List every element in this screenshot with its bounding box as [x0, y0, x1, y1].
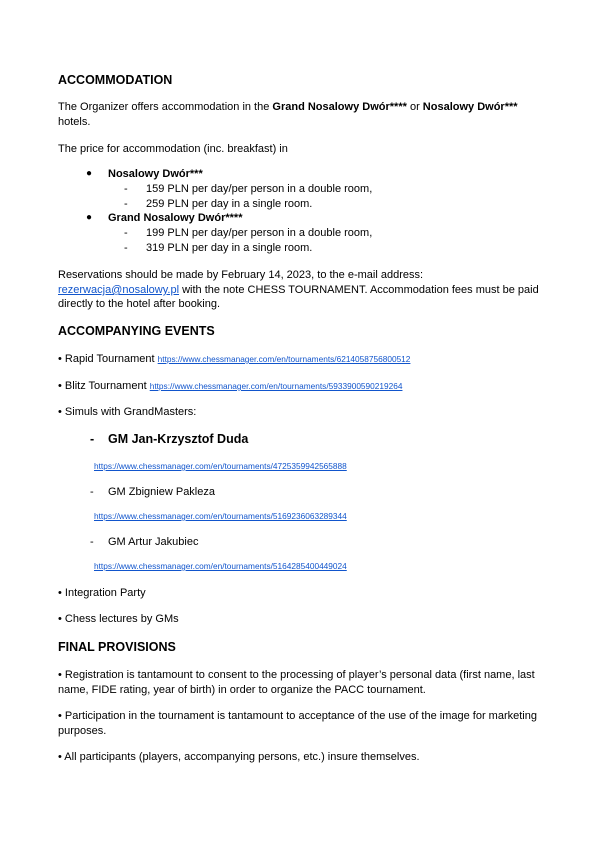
reservation-text-2: rezerwacja@nosalowy.pl with the note CHESS TOURNAMENT. Accommodation fees must be paid: [58, 284, 539, 296]
hotel-name-grand: Grand Nosalowy Dwór****: [272, 101, 407, 113]
section-heading-events: ACCOMPANYING EVENTS: [58, 324, 215, 338]
hotel-bullet-label: Nosalowy Dwór***: [108, 168, 203, 180]
hotel-bullet-label: Grand Nosalowy Dwór****: [108, 212, 243, 224]
bullet-dot-icon: ●: [86, 168, 93, 179]
gm-link-jakubiec[interactable]: https://www.chessmanager.com/en/tournaments/5164285400449024: [94, 561, 347, 571]
final-provision-2-line-2: purposes.: [58, 725, 107, 737]
simuls-label: • Simuls with GrandMasters:: [58, 406, 197, 418]
accommodation-intro-cont: hotels.: [58, 116, 91, 128]
final-provision-1-line-2: name, FIDE rating, year of birth) in order to organize the PACC tournament.: [58, 684, 426, 696]
final-provision-2-line-1: • Participation in the tournament is tantamount to acceptance of the use of the image for marketing: [58, 710, 537, 722]
chess-lectures: • Chess lectures by GMs: [58, 613, 179, 625]
blitz-tournament: • Blitz Tournament https://www.chessmanager.com/en/tournaments/5933900590219264: [58, 380, 403, 392]
final-provision-3: • All participants (players, accompanying persons, etc.) insure themselves.: [58, 751, 420, 763]
bullet-dot-icon: ●: [86, 212, 93, 223]
blitz-tournament-link[interactable]: https://www.chessmanager.com/en/tournaments/5933900590219264: [149, 381, 403, 391]
gm-link-duda[interactable]: https://www.chessmanager.com/en/tournaments/4725359942565888: [94, 461, 347, 471]
price-intro: The price for accommodation (inc. breakfast) in: [58, 143, 288, 155]
rapid-tournament: • Rapid Tournament https://www.chessmanager.com/en/tournaments/6214058756800512: [58, 353, 411, 365]
accommodation-intro: The Organizer offers accommodation in the Grand Nosalowy Dwór**** or Nosalowy Dwór***: [58, 101, 518, 113]
rapid-tournament-link[interactable]: https://www.chessmanager.com/en/tournaments/6214058756800512: [157, 354, 411, 364]
integration-party: • Integration Party: [58, 587, 146, 599]
email-link[interactable]: rezerwacja@nosalowy.pl: [58, 284, 180, 296]
gm-link-pakleza[interactable]: https://www.chessmanager.com/en/tournaments/5169236063289344: [94, 511, 347, 521]
section-heading-accommodation: ACCOMMODATION: [58, 73, 173, 87]
reservation-text-1: Reservations should be made by February 14, 2023, to the e-mail address:: [58, 269, 424, 281]
hotel-name-nosalowy: Nosalowy Dwór***: [422, 101, 518, 113]
reservation-text-3: directly to the hotel after booking.: [58, 298, 221, 310]
final-provision-1-line-1: • Registration is tantamount to consent to the processing of player’s personal data (first name, last: [58, 669, 535, 681]
section-heading-final: FINAL PROVISIONS: [58, 640, 176, 654]
